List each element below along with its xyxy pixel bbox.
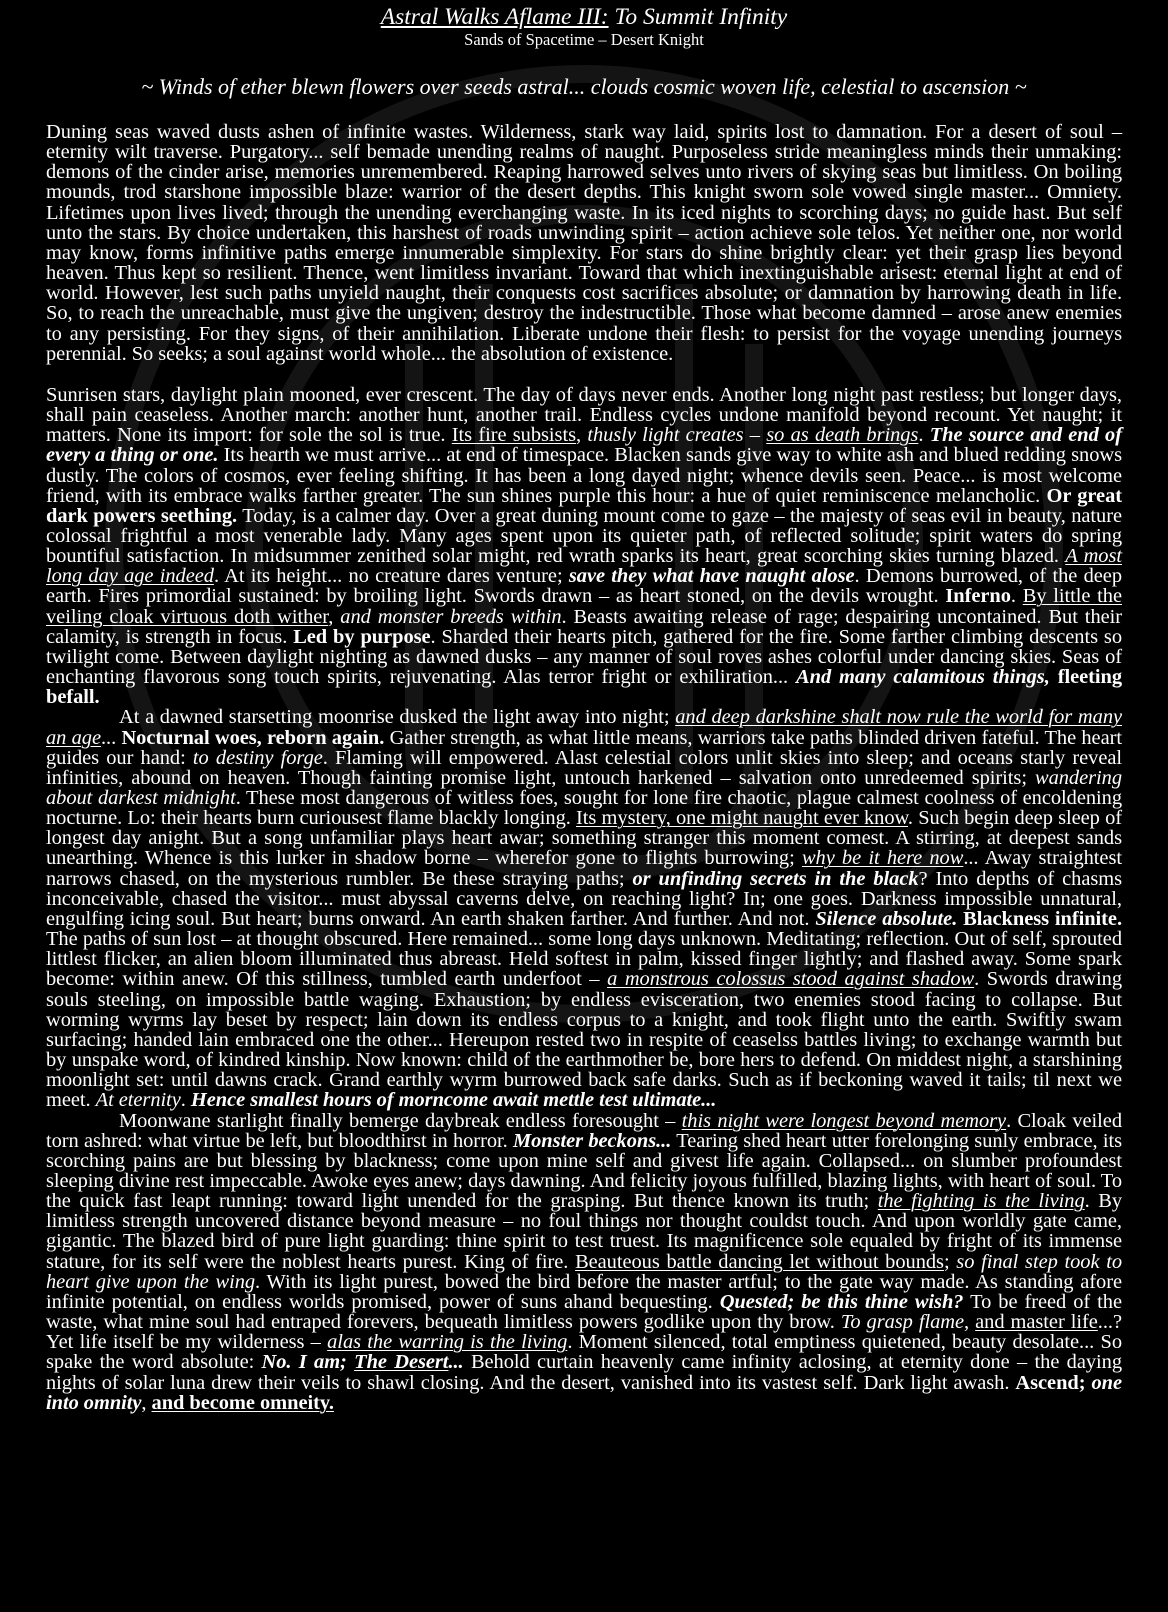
text-run: And many calamitous things,: [796, 666, 1050, 689]
text-run: . Swords drawing souls steeling, on impossible battle waging. Exhaustion; by endless evisceration, two enemies stood facing to collapse. But worming wyrms lay beset by respect; lain down its endless corpus to a knight, and took flight unto the earth. Swiftly swam surfacing; handed lain embraced one the other... Hereupon rested two in respite of ceaselss battles living; to exchange warmth but by unspake word, of kindred kinship. Now known: child of the earthmother be, bore hers to defend. On middest night, a starshining moonlight set: until dawns crack. Grand earthly wyrm burrowed back safe darks. Such as if beckoning waved it tails; til next we meet.: [46, 968, 1122, 1112]
document-body: [46, 122, 1122, 1413]
text-run: By little the veiling cloak virtuous doth wither: [46, 585, 1122, 628]
text-run: .: [180, 1089, 191, 1112]
text-run: ... Away straightest narrows chased, on the mysterious rumbler. Be these straying paths;: [46, 847, 1122, 890]
text-run: A most long day age indeed: [46, 545, 1122, 588]
paragraph: [46, 1111, 1122, 1413]
text-run: ,: [964, 1311, 976, 1334]
title-name: To Summit Infinity: [614, 4, 788, 30]
text-run: Its mystery, one might naught ever know: [576, 807, 908, 830]
text-run: The source and end of every a thing or one.: [46, 424, 1122, 467]
text-run: ,: [575, 424, 588, 447]
text-run: Its fire subsists: [451, 424, 576, 447]
text-run: . Moment silenced, total emptiness quietened, beauty desolate... So spake the word absolute:: [46, 1331, 1122, 1374]
text-run: Behold curtain heavenly came infinity aclosing, at eternity done – the daying nights of solar luna drew their veils to shawl closing. And the desert, vanished into its vastest self. Dark light awash.: [46, 1351, 1122, 1394]
text-run: ,: [328, 605, 341, 628]
text-run: The paths of sun lost – at thought obscured. Here remained... some long days unknown. Meditating; reflection. Out of self, sprouted littlest flicker, an alien bloom illuminated thus abreast. Held softest in palm, kissed finger lightly; and flashed away. Some spark become: within anew. Of this stillness, tumbled earth underfoot –: [46, 928, 1122, 991]
text-run: . By limitless strength uncovered distance beyond measure – no foul things nor thought couldst touch. And upon worldly gate came, gigantic. The blazed bird of pure light guarding: thine spirit to test truest. Its magnificence sole equaled by fright of its immense stature, for its self were the noblest hearts purest. King of fire.: [46, 1190, 1122, 1273]
text-run: wandering about darkest midnight: [46, 766, 1122, 809]
text-run: Monster beckons...: [512, 1129, 672, 1152]
text-run: and deep darkshine shalt now rule the world for many an age: [46, 706, 1123, 749]
text-run: Or great dark powers seething.: [46, 484, 1122, 527]
text-run: Tearing shed heart utter forelonging sunly embrace, its scorching pains are but blessing by blackness; come upon mine self and givest life again. Collapsed... on slumber profoundest sleeping divine rest impeccable. Awoke eyes anew; days dawning. And felicity joyous fulfilled, blazing lights, with heart of soul. To the quick fast leapt running: toward light unended for the grasping. But thence known its truth;: [46, 1129, 1122, 1213]
text-run: this night were longest beyond memory: [681, 1109, 1007, 1132]
text-run: save they what have naught alose: [568, 565, 855, 588]
text-run: . Sharded their hearts pitch, gathered for the fire. Some farther climbing descents so twilight come. Between daylight nighting as dawned dusks – any manner of soul roves ashes colorful under dancing skies. Seas of enchanting flavorous song touch spirits, rejuvenating. Alas terror fright or exhiliration...: [46, 625, 1122, 689]
text-run: To grasp flame: [840, 1311, 965, 1334]
text-run: . These most dangerous of witless foes, sought for lone fire chaotic, plague calmest coolness of encoldening nocturne. Lo: their hearts burn curiousest flame blackly longing.: [46, 787, 1122, 830]
text-run: ...: [448, 1351, 464, 1374]
text-run: . At its height... no creature dares venture;: [213, 565, 569, 588]
text-run: Nocturnal woes, reborn again.: [121, 726, 385, 749]
text-run: a monstrous colossus stood against shadow: [607, 968, 975, 991]
text-run: and master life: [975, 1311, 1098, 1334]
text-run: . Beasts awaiting release of rage; despairing uncontained. But their calamity, is strength in focus.: [46, 605, 1123, 648]
text-run: Blackness infinite.: [963, 907, 1123, 930]
text-run: one into omnity: [46, 1371, 1123, 1414]
text-run: .: [918, 424, 930, 447]
text-run: Hence smallest hours of morncome await mettle test ultimate...: [190, 1089, 717, 1112]
text-run: to destiny forge: [192, 746, 323, 769]
text-run: At eternity: [95, 1089, 181, 1112]
text-run: ;: [943, 1250, 957, 1273]
text-run: the fighting is the living: [877, 1190, 1085, 1213]
text-run: To be freed of the waste, what mine soul had entraped forevers, bequeath limitless powers godlike upon thy brow.: [46, 1290, 1122, 1334]
text-run: Led by purpose: [293, 625, 431, 648]
text-run: . Such begin deep sleep of longest day anight. But a song unfamiliar plays heart awar; something stranger this moment comest. A stirring, at deepest sands unearthing. Whence is this lurker in shadow borne – wherefor gone to flights burrowing;: [46, 807, 1122, 870]
paragraph: [46, 385, 1122, 708]
text-run: At a dawned starsetting moonrise dusked the light away into night;: [119, 706, 676, 729]
document-page: [0, 4, 1168, 1413]
text-run: The Desert: [354, 1351, 449, 1374]
text-run: Duning seas waved dusts ashen of infinite wastes. Wilderness, stark way laid, spirits lost to damnation. For a desert of soul – eternity wilt traverse. Purgatory... self bemade unending realms of naught. Purposeless stride meaningless minds their unmaking: demons of the cinder arise, memories unremembered. Reaping harrowed selves unto rivers of skying seas but limitless. On boiling mounds, trod starshone impossible blaze: warrior of the desert depths. This knight sworn sole vowed single master... Omniety. Lifetimes upon lives lived; through the unending everchanging waste. In its iced nights to scorching days; no guide hast. But self unto the stars. By choice undertaken, this harshest of roads unwinding spirit – action achieve sole telos. Yet neither one, nor world may know, forms infinitive paths emerge innumerable simplexity. For stars do shine brightly clear: yet their grasp lies beyond heaven. Thus kept so resilient. Thence, went limitless invariant. Toward that which inextinguishable arisest: eternal light at end of world. However, lest such paths unyield naught, their conquests cost sacrifices absolute; or damnation by harrowing death in life. So, to reach the unreachable, must give the ungiven; destroy the indestructible. Those what become damned – arose anew enemies to any persisting. For they signs, of their annihilation. Liberate undone their flesh: to persist for the voyage unending journeys perennial. So seeks; a soul against world whole... the absolution of existence.: [46, 121, 1122, 365]
text-run: Today, is a calmer day. Over a great duning mount come to gaze – the majesty of seas evil in beauty, nature colossal frightful a most venerable lady. Many ages spent upon its quieter path, of reflected solitude; spirit waters do spring bountiful satisfaction. In midsummer zenithed solar might, red wrath sparks its heart, great scorching skies turning blazed.: [46, 504, 1122, 568]
text-run: –: [743, 424, 767, 447]
text-run: Sunrisen stars, daylight plain mooned, ever crescent. The day of days never ends. Another long night past restless; but longer days, shall pain ceaseless. Another march: another hunt, another trail. Endless cycles undone manifold beyond recount. Yet naught; it matters. None its import: for sole the sol is true.: [46, 383, 1122, 447]
text-run: and become omneity.: [151, 1391, 334, 1414]
paragraph: [46, 122, 1122, 364]
text-run: Beauteous battle dancing let without bounds: [575, 1250, 944, 1273]
document-subtitle: Sands of Spacetime – Desert Knight: [464, 30, 704, 49]
text-run: fleeting befall.: [46, 666, 1122, 709]
paragraph: [46, 707, 1122, 1110]
text-run: . Flaming will empowered. Alast celestial colors unlit skies into sleep; and oceans starly reveal infinities, abound on heaven. Though fainting promise light, untouch harkened – salvation onto unredeemed spirits;: [46, 746, 1123, 789]
text-run: Ascend;: [1015, 1371, 1086, 1394]
text-run: Silence absolute.: [815, 907, 958, 930]
text-run: so as death brings: [766, 424, 919, 447]
text-run: No. I am;: [261, 1351, 347, 1374]
epigraph: ~ Winds of ether blewn flowers over seeds astral... clouds cosmic woven life, celestial to ascension ~: [141, 74, 1027, 99]
text-run: Its hearth we must arrive... at end of timespace. Blacken sands give way to white ash and blued redding snows dustly. The colors of cosmos, ever feeling shifting. It has been a long dayed night; whence devils seen. Peace... is most welcome friend, with its embrace walks farther greater. The sun shines purple this hour: a hue of quiet reminiscence melancholic.: [46, 444, 1122, 507]
text-run: thusly light creates: [587, 424, 744, 447]
text-run: Quested; be this thine wish?: [719, 1290, 964, 1313]
text-run: .: [1010, 585, 1023, 608]
text-run: alas the warring is the living: [327, 1331, 568, 1354]
text-run: so final step took to heart give upon the wing: [46, 1250, 1122, 1293]
text-run: . Cloak veiled torn ashred: what virtue be left, but bloodthirst in horror.: [46, 1109, 1122, 1152]
text-run: ...? Yet life itself be my wilderness –: [46, 1311, 1122, 1354]
text-run: ,: [141, 1391, 152, 1414]
text-run: Inferno: [945, 585, 1011, 608]
text-run: ? Into depths of chasms inconceivable, chased the visitor... must abyssal caverns delve, on reaching light? In; one goes. Darkness impossible unnatural, engulfing icing soul. But heart; burns onward. An earth shaken farther. And further. And not.: [46, 867, 1122, 930]
text-run: . Demons burrowed, of the deep earth. Fires primordial sustained: by broiling light. Swords drawn – as heart stoned, on the devils wrought.: [46, 565, 1122, 608]
text-run: or unfinding secrets in the black: [632, 867, 919, 890]
text-run: . With its light purest, bowed the bird before the master artful; to the gate way made. As standing afore infinite potential, on endless worlds promised, power of suns ahand bequesting.: [46, 1270, 1122, 1313]
text-run: why be it here now: [801, 847, 964, 870]
text-run: ...: [101, 726, 122, 749]
text-run: Moonwane starlight finally bemerge daybreak endless foresought –: [119, 1109, 682, 1132]
title-series: Astral Walks Aflame III:: [380, 4, 609, 30]
text-run: Gather strength, as what little means, warriors take paths blinded driven fateful. The heart guides our hand:: [46, 726, 1122, 769]
text-run: and monster breeds within: [340, 605, 562, 628]
document-title: [46, 4, 1122, 30]
